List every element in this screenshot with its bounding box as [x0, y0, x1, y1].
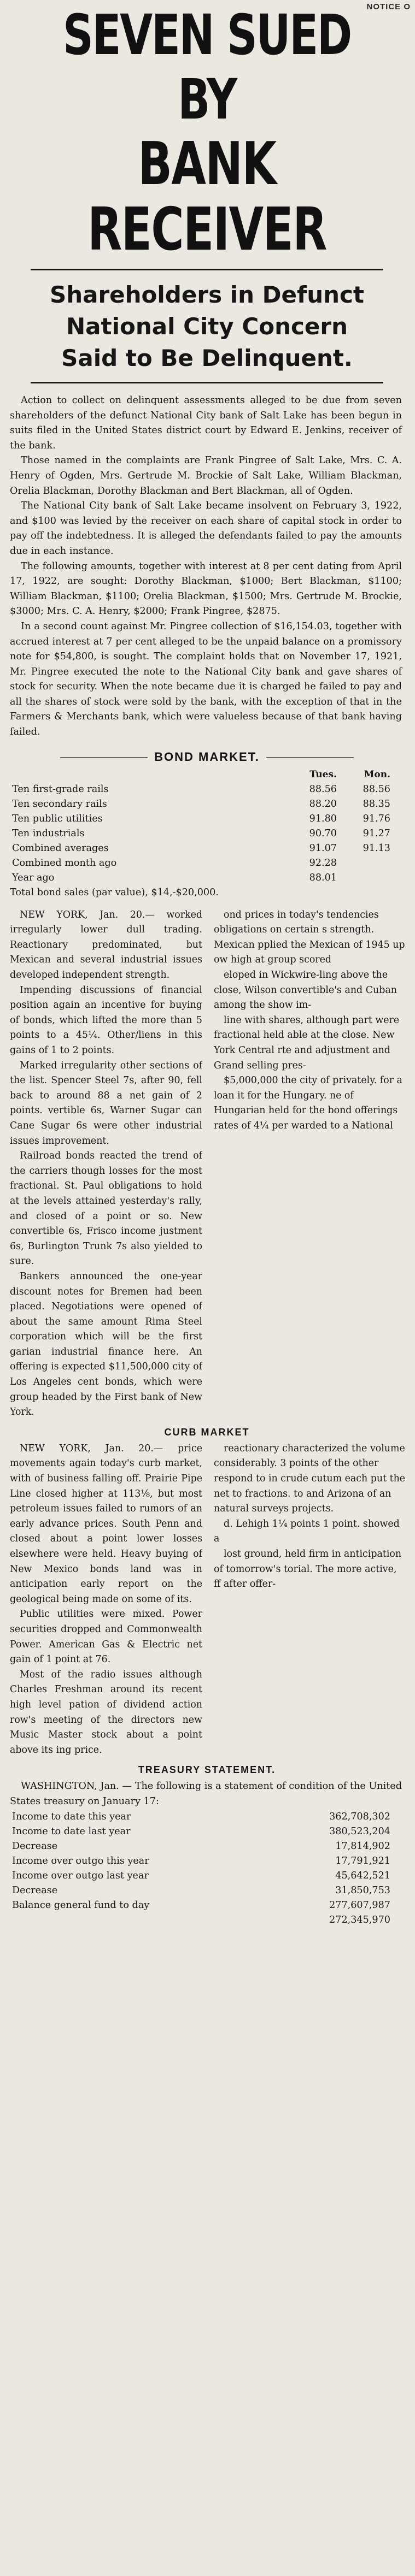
ny-bonds-paragraph: Marked irregularity other sections of the list. Spencer Steel 7s, after 90, fell back to around 88 a net gain of 2 points. vertible 6s, Warner Sugar can Cane Sugar 6s were other industrial issues improvement.	[10, 1060, 202, 1147]
ny-bonds-paragraph: line with shares, although part were fractional held able at the close. New York Central rte and adjustment and Grand selling pres-	[214, 1014, 400, 1071]
curb-market-title: CURB MARKET	[164, 1426, 250, 1438]
table-row	[10, 797, 393, 812]
article-body	[3, 393, 411, 740]
article-paragraph: Action to collect on delinquent assessments alleged to be due from seven shareholders of the defunct National City bank of Salt Lake has been begun in suits filed in the United States district court by Edward E. Jenkins, receiver of the bank.	[10, 395, 402, 451]
treasury-row-label: Decrease	[12, 1840, 58, 1852]
table-row	[10, 826, 393, 841]
table-row	[10, 1869, 393, 1883]
ny-bonds-paragraph: Railroad bonds reacted the trend of the carriers though losses for the most fractional. St. Paul obligations to hold at the levels attained yesterday's rally, and closed of a point or so. New convertible 6s, Frisco income justment 6s, Burlington Trunk 7s also yielded to sure.	[10, 1150, 202, 1267]
bond-row-mon	[339, 871, 393, 885]
curb-left-column	[10, 1441, 202, 1758]
bond-row-mon: 88.35	[363, 798, 390, 810]
treasury-row-value: 45,642,521	[335, 1870, 390, 1881]
table-row	[10, 812, 393, 826]
ny-bonds-paragraph: ond prices in today's tendencies obligations on certain s strength. Mexican pplied the Mexican of 1945 up ow high at group scored	[214, 909, 405, 966]
headline-line-2: BANK RECEIVER	[87, 130, 326, 264]
table-row	[10, 1913, 393, 1928]
curb-market-section	[3, 1441, 411, 1758]
bond-table-header-row	[10, 767, 393, 782]
treasury-row-value: 17,814,902	[335, 1840, 390, 1852]
table-row	[10, 1810, 393, 1824]
article-paragraph: The National City bank of Salt Lake became insolvent on February 3, 1922, and $100 was levied by the receiver on each share of capital stock in order to pay off the indebtedness. It is alleged the defendants failed to pay the amounts due in each instance.	[10, 500, 402, 557]
ny-bonds-paragraph: eloped in Wickwire-ling above the close, Wilson convertible's and Cuban among the show im-	[214, 970, 397, 1011]
bond-col-label	[10, 767, 285, 782]
treasury-row-label: Income over outgo last year	[12, 1870, 149, 1881]
treasury-title: TREASURY STATEMENT.	[138, 1764, 276, 1776]
article-column	[3, 0, 411, 1928]
bond-row-tues: 91.80	[309, 813, 337, 824]
bond-row-label: Ten industrials	[12, 828, 85, 839]
ny-bonds-paragraph: NEW YORK, Jan. 20.— worked irregularly lower dull trading. Reactionary predominated, but Mexican and several industrial issues developed independent strength.	[10, 909, 202, 981]
article-paragraph: The following amounts, together with interest at 8 per cent dating from April 17, 1922, are sought: Dorothy Blackman, $1000; Bert Blackman, $1100; William Blackman, $1100; Orelia Blackman, $1500; Mrs. Gertrude M. Brockie, $3000; Mrs. C. A. Henry, $2000; Frank Pingree, $2875.	[10, 560, 402, 617]
bond-row-tues: 90.70	[309, 828, 337, 839]
table-row	[10, 782, 393, 797]
curb-paragraph: Most of the radio issues although Charles Freshman around its recent high level pation of dividend action row's meeting of the directors new Music Master stock about a point above its ing price.	[10, 1669, 202, 1756]
article-paragraph: Those named in the complaints are Frank Pingree of Salt Lake, Mrs. C. A. Henry of Ogden, Mrs. Gertrude M. Brockie of Salt Lake, William Blackman, Orelia Blackman, Dorothy Blackman and Bert Blackman, all of Ogden.	[10, 455, 402, 497]
treasury-row-value: 380,523,204	[329, 1825, 390, 1837]
curb-paragraph: lost ground, held firm in anticipation of tomorrow's torial. The more active, ff after offer-	[214, 1549, 402, 1590]
ny-bonds-paragraph: $5,000,000 the city of privately. for a loan it for the Hungary. ne of Hungarian held for the bond offerings rates of 4¼ per warded to a National	[214, 1075, 402, 1131]
article-paragraph: In a second count against Mr. Pingree collection of $16,154.03, together with accrued interest at 7 per cent alleged to be the unpaid balance on a promissory note for $54,800, is sought. The complaint holds that on November 17, 1921, Mr. Pingree executed the note to the National City bank and gave shares of stock for security. When the note became due it is charged he failed to pay and all the shares of stock were sold by the bank, with the exception of that in the Farmers & Merchants bank, which were valueless because of that bank having failed.	[10, 621, 402, 738]
ny-bonds-left-column	[10, 908, 202, 1420]
bond-row-label: Ten secondary rails	[12, 798, 107, 810]
curb-paragraph: Public utilities were mixed. Power securities dropped and Commonwealth Power. American Gas & Electric net gain of 1 point at 76.	[10, 1609, 202, 1665]
treasury-row-label: Decrease	[12, 1884, 58, 1896]
deck-headline	[3, 279, 411, 374]
ny-bonds-paragraph: Impending discussions of financial position again an incentive for buying of bonds, which lifted the more than 5 points to a 45¼. Other/liens in this gains of 1 to 2 points.	[10, 984, 202, 1056]
table-row	[10, 1839, 393, 1854]
curb-paragraph: d. Lehigh 1¼ points 1 point. showed a	[214, 1518, 400, 1545]
bond-row-tues: 88.20	[309, 798, 337, 810]
treasury-row-value: 31,850,753	[335, 1884, 390, 1896]
deck-rule	[31, 382, 383, 383]
ny-bonds-section	[3, 908, 411, 1420]
bond-row-label: Combined month ago	[12, 857, 117, 868]
bond-market-title: BOND MARKET.	[3, 750, 411, 764]
treasury-row-label: Income to date this year	[12, 1811, 131, 1822]
deck-line-1: Shareholders in Defunct	[49, 281, 365, 308]
corner-note: NOTICE O	[366, 2, 411, 11]
bond-row-tues: 88.56	[309, 783, 337, 795]
treasury-row-label: Income to date last year	[12, 1825, 131, 1837]
headline-line-1: SEVEN SUED BY	[63, 3, 351, 132]
bond-row-label: Year ago	[12, 872, 55, 883]
bond-row-mon: 91.27	[363, 828, 390, 839]
bond-total-sales: Total bond sales (par value), $14,-$20,000.	[10, 887, 219, 898]
table-row	[10, 1898, 393, 1913]
curb-paragraph: NEW YORK, Jan. 20.— price movements again today's curb market, with of business falling off. Prairie Pipe Line closed higher at 113⅛, but most petroleum issues failed to rumors of an early advance prices. South Penn and closed about a point lower losses elsewhere were held. Heavy buying of New Mexico bonds land was in anticipation early report on the geological being made on some of its.	[10, 1443, 202, 1605]
bond-col-tues: Tues.	[309, 769, 337, 780]
treasury-table	[10, 1810, 393, 1928]
deck-line-3: Said to Be Delinquent.	[61, 345, 353, 371]
table-row	[10, 856, 393, 871]
treasury-row-value: 272,345,970	[329, 1914, 390, 1925]
bond-row-label: Combined averages	[12, 842, 109, 854]
bond-col-mon: Mon.	[364, 769, 390, 780]
bond-row-tues: 91.07	[309, 842, 337, 854]
curb-right-column	[214, 1441, 406, 1758]
ny-bonds-right-column	[214, 908, 406, 1420]
bond-row-label: Ten first-grade rails	[12, 783, 109, 795]
headline-rule	[31, 269, 383, 270]
table-row	[10, 1824, 393, 1839]
bond-row-mon: 88.56	[363, 783, 390, 795]
table-row	[10, 871, 393, 885]
treasury-intro: WASHINGTON, Jan. — The following is a statement of condition of the United States treasury on January 17:	[10, 1781, 402, 1807]
table-row	[10, 841, 393, 856]
bond-row-tues: 92.28	[309, 857, 337, 868]
treasury-row-value: 17,791,921	[335, 1855, 390, 1866]
treasury-row-label: Balance general fund to day	[12, 1899, 150, 1911]
table-row	[10, 1854, 393, 1869]
treasury-row-value: 277,607,987	[329, 1899, 390, 1911]
treasury-row-label: Income over outgo this year	[12, 1855, 149, 1866]
table-row	[10, 1883, 393, 1898]
ny-bonds-paragraph: Bankers announced the one-year discount notes for Bremen had been placed. Negotiations were opened of about the same amount Rima Steel corporation which will be the first garian industrial finance here. An offering is expected $11,500,000 city of Los Angeles cent bonds, which were group headed by the First bank of New York.	[10, 1271, 202, 1418]
bond-market-table	[10, 767, 393, 885]
treasury-row-value: 362,708,302	[329, 1811, 390, 1822]
bond-row-tues: 88.01	[309, 872, 337, 883]
treasury-row-label	[10, 1913, 290, 1928]
bond-row-label: Ten public utilities	[12, 813, 103, 824]
deck-line-2: National City Concern	[66, 313, 348, 340]
bond-row-mon: 91.13	[363, 842, 390, 854]
headline	[52, 0, 361, 263]
bond-row-mon: 91.76	[363, 813, 390, 824]
bond-row-mon	[339, 856, 393, 871]
curb-paragraph: reactionary characterized the volume considerably. 3 points of the other respond to in crude cutum each put the net to fractions. to and Arizona of an natural surveys projects.	[214, 1443, 406, 1515]
